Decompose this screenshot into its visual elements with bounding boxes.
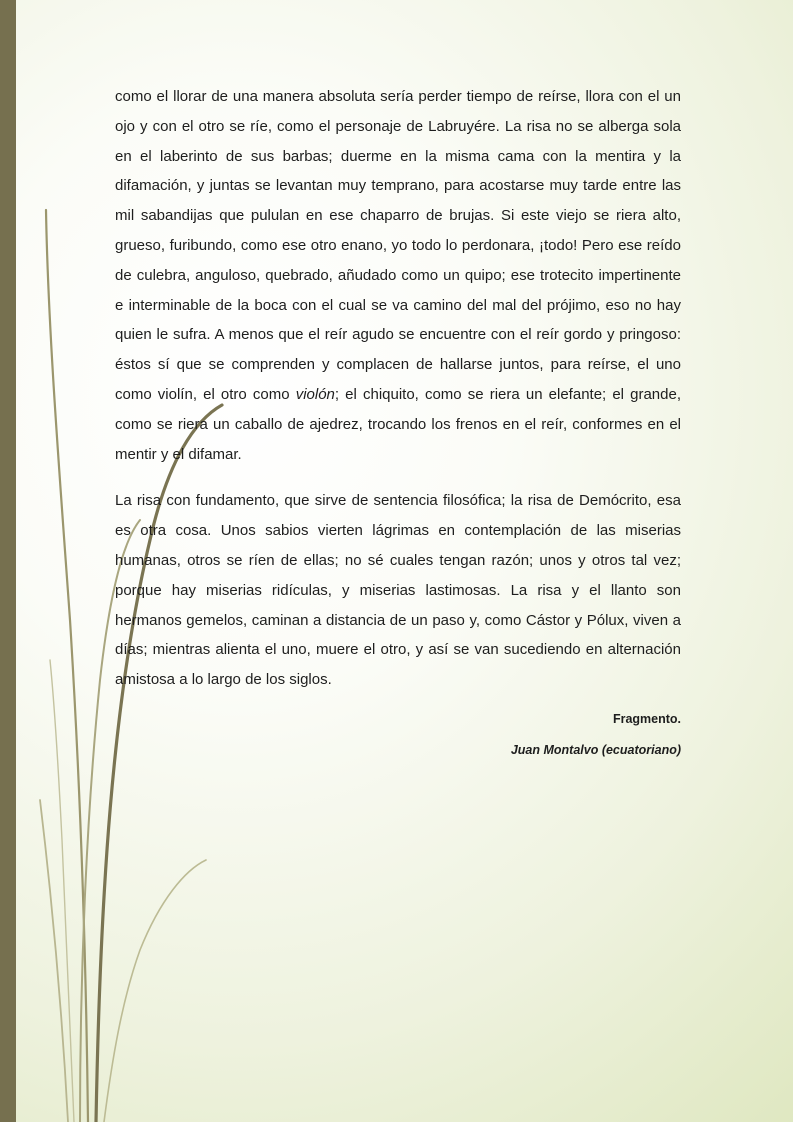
paragraph-1-text-a: como el llorar de una manera absoluta sería perder tiempo de reírse, llora con el un ojo y con el otro se ríe, como el personaje de Labruyére. La risa no se alberga sola en el laberinto de sus barbas; duerme en la misma cama con la mentira y la difamación, y juntas se levantan muy temprano, para acostarse muy tarde entre las mil sabandijas que pululan en ese chaparro de brujas. Si este viejo se riera alto, grueso, furibundo, como ese otro enano, yo todo lo perdonara, ¡todo! Pero ese reído de culebra, anguloso, quebrado, añudado como un quipo; ese trotecito impertinente e interminable de la boca con el cual se va camino del mal del prójimo, eso no hay quien le sufra. A menos que el reír agudo se encuentre con el reír gordo y pringoso: éstos sí que se comprenden y complacen de hallarse juntos, para reírse, el uno como violín, el otro como bbox=[115, 88, 681, 403]
paragraph-1 bbox=[115, 82, 681, 469]
grass-stem-fifth bbox=[104, 860, 206, 1122]
paragraph-2: La risa con fundamento, que sirve de sentencia filosófica; la risa de Demócrito, esa es otra cosa. Unos sabios vierten lágrimas en contemplación de las miserias humanas, otros se ríen de ellas; no sé cuales tengan razón; unos y otros tal vez; porque hay miserias ridículas, y miserias lastimosas. La risa y el llanto son hermanos gemelos, caminan a distancia de un paso y, como Cástor y Pólux, viven a días; mientras alienta el uno, muere el otro, y así se van sucediendo en alternación amistosa a lo largo de los siglos. bbox=[115, 492, 681, 689]
document-body bbox=[115, 82, 681, 757]
paragraph-1-text-b: ; el chiquito, como se riera un elefante; el grande, como se riera un caballo de ajedrez, trocando los frenos en el reír, conformes en el mentir y el difamar. bbox=[115, 385, 682, 463]
grass-stem-fourth bbox=[40, 800, 68, 1122]
author-signature: Juan Montalvo (ecuatoriano) bbox=[510, 742, 681, 757]
paragraph-1-italic-word: violón bbox=[295, 385, 335, 403]
fragment-label: Fragmento. bbox=[612, 711, 681, 726]
grass-stem-sixth bbox=[50, 660, 74, 1122]
